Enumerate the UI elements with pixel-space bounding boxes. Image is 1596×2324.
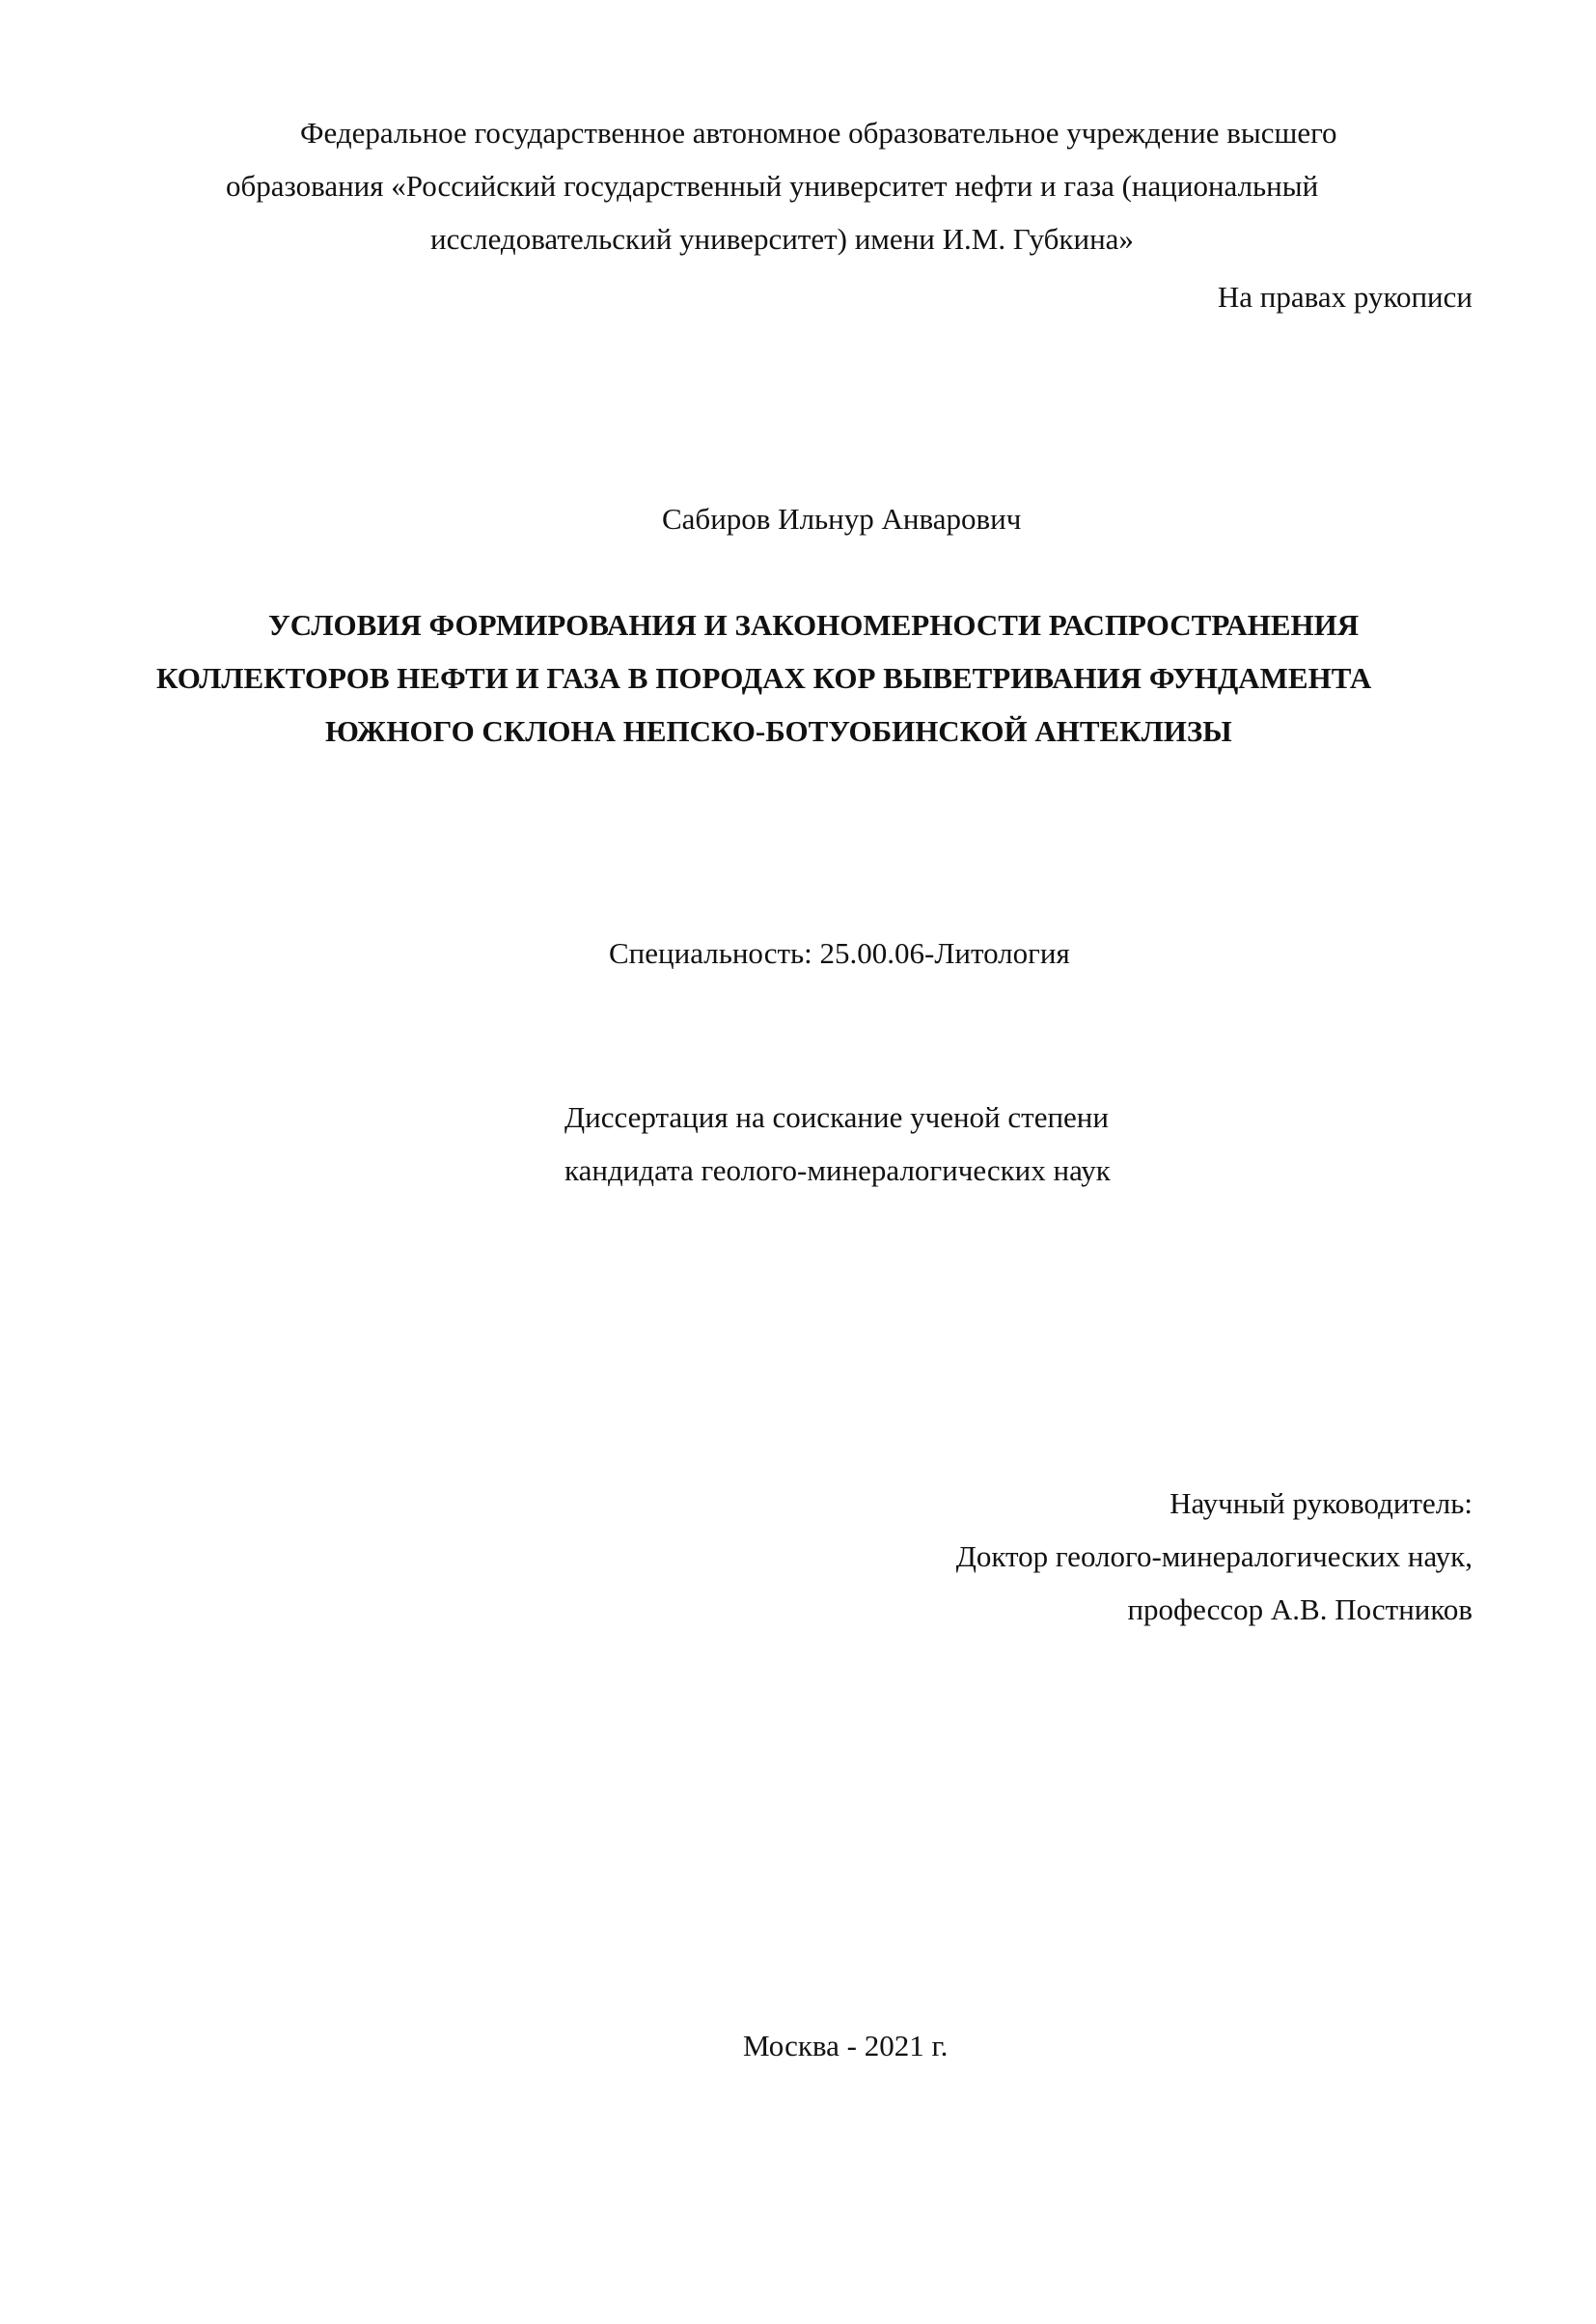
dissertation-title-line-2: КОЛЛЕКТОРОВ НЕФТИ И ГАЗА В ПОРОДАХ КОР ВЫВЕТРИВАНИЯ ФУНДАМЕНТА bbox=[156, 661, 1372, 695]
institution-line-1: Федеральное государственное автономное образовательное учреждение высшего bbox=[300, 116, 1337, 150]
supervisor-name: профессор А.В. Постников bbox=[1127, 1592, 1472, 1626]
dissertation-title-line-1: УСЛОВИЯ ФОРМИРОВАНИЯ И ЗАКОНОМЕРНОСТИ РАСПРОСТРАНЕНИЯ bbox=[268, 608, 1360, 642]
dissertation-title-line-3: ЮЖНОГО СКЛОНА НЕПСКО-БОТУОБИНСКОЙ АНТЕКЛИЗЫ bbox=[325, 714, 1232, 748]
city-year: Москва - 2021 г. bbox=[743, 2029, 949, 2062]
author-name: Сабиров Ильнур Анварович bbox=[662, 502, 1022, 536]
manuscript-note: На правах рукописи bbox=[1217, 280, 1472, 314]
specialty: Специальность: 25.00.06-Литология bbox=[609, 936, 1070, 970]
institution-line-2: образования «Российский государственный университет нефти и газа (национальный bbox=[226, 169, 1319, 203]
dissertation-degree-line-1: Диссертация на соискание ученой степени bbox=[564, 1100, 1109, 1134]
supervisor-label: Научный руководитель: bbox=[1169, 1486, 1472, 1520]
institution-line-3: исследовательский университет) имени И.М. Губкина» bbox=[430, 222, 1134, 256]
supervisor-degree: Доктор геолого-минералогических наук, bbox=[955, 1539, 1472, 1573]
dissertation-degree-line-2: кандидата геолого-минералогических наук bbox=[564, 1153, 1111, 1187]
